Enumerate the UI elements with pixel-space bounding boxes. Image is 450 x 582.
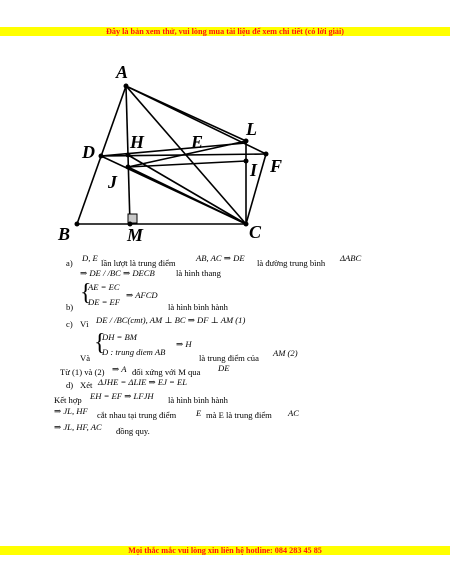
point-L [244,139,249,144]
part-a-math-2: AB, AC ⇒ DE [196,253,245,263]
part-a-label: a) [66,258,73,268]
part-c-prefix-2: Và [80,353,91,363]
point-H [126,153,131,158]
part-c-system-2: D : trung diem AB [102,347,166,357]
part-d-label: d) [66,380,74,390]
part-d-text-3: cắt nhau tại trung điểm [97,410,177,420]
part-a-math-4: ⇒ DE / /BC ⇒ DECB [80,268,155,278]
part-d-math-1: ΔJHE = ΔLIE ⇒ EJ = EL [98,377,188,387]
part-c-text-2: là trung điểm của [199,353,259,363]
part-c-brace: { [94,330,106,356]
part-d-math-5: AC [288,408,299,418]
label-L: L [246,119,257,139]
part-c-text-3: Từ (1) và (2) [60,367,105,377]
part-d-text-5: đồng quy. [116,426,150,436]
part-d-math-4: E [196,408,202,418]
part-c-implies: ⇒ H [176,339,192,349]
part-a-math-3: ΔABC [340,253,362,263]
part-a-text-2: là đường trung bình [257,258,326,268]
label-B: B [58,224,71,244]
point-I [244,159,249,164]
part-b-label: b) [66,302,74,312]
footer-notice: Mọi thắc mắc vui lòng xin liên hệ hotline: 084 283 45 85 [0,546,450,555]
geometry-figure [0,0,450,260]
part-a-text-3: là hình thang [176,268,221,278]
part-d-math-6: ⇒ JL, HF, AC [54,422,102,432]
part-d-prefix-2: Kết hợp [54,395,82,405]
part-a-math-1: D, E [82,253,98,263]
label-F: F [270,156,283,176]
label-C: C [249,222,262,242]
part-c-text-4: đối xứng với M qua [132,367,201,377]
part-c-math-4: DE [218,363,230,373]
part-c-math-3: ⇒ A [112,364,127,374]
label-H: H [130,132,145,152]
segment-JC [128,167,246,224]
label-I: I [250,160,258,180]
part-c-math-2: AM (2) [273,348,298,358]
point-C [244,222,249,227]
part-d-math-2: EH = EF ⇒ LFJH [90,391,154,401]
part-c-label: c) [66,319,73,329]
part-c-system-1: DH = BM [102,332,137,342]
point-D [99,154,104,159]
point-A [124,84,129,89]
part-b-text: là hình bình hành [168,302,228,312]
part-d-prefix: Xét [80,380,93,390]
segment-HC [128,155,246,224]
part-d-text-2: là hình bình hành [168,395,228,405]
point-F [264,152,269,157]
figure-lines [77,86,266,224]
part-b-implies: ⇒ AFCD [126,290,158,300]
point-J [126,165,131,170]
label-D: D [82,142,95,162]
label-E: E [191,132,204,152]
header-notice: Đây là bản xem thử, vui lòng mua tài liệu để xem chi tiết (có lời giải) [0,27,450,36]
point-B [75,222,80,227]
part-d-text-4: mà E là trung điểm [206,410,272,420]
label-M: M [127,225,144,245]
label-A: A [116,62,129,82]
part-b-brace: { [80,280,92,306]
part-d-math-3: ⇒ JL, HF [54,406,88,416]
part-b-system-1: AE = EC [88,282,120,292]
part-c-prefix: Vì [80,319,89,329]
part-b-system-2: DE = EF [88,297,121,307]
part-a-text-1: lần lượt là trung điểm [101,258,176,268]
label-J: J [108,172,117,192]
part-c-math-1: DE / /BC(cmt), AM ⊥ BC ⇒ DF ⊥ AM (1) [96,315,246,325]
